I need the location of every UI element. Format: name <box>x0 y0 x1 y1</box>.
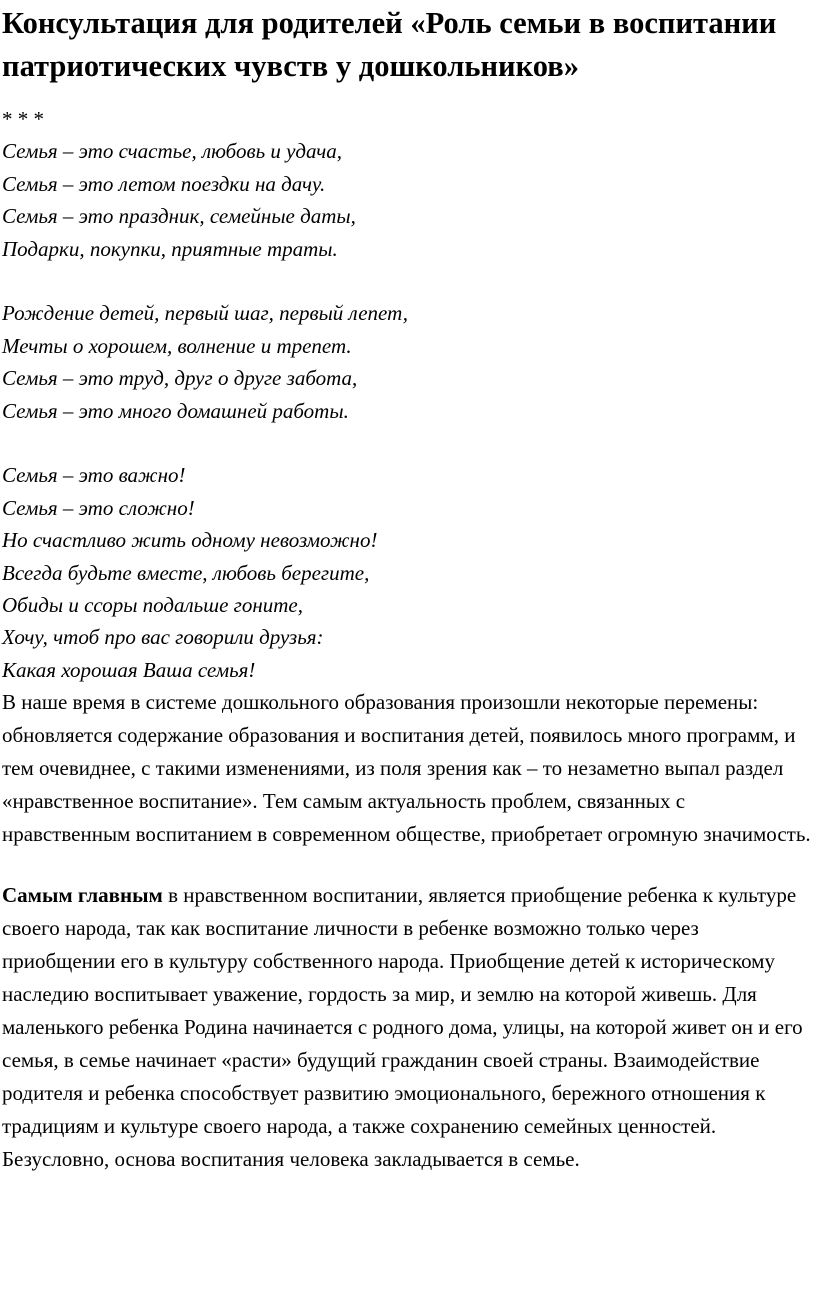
poem <box>2 103 814 686</box>
poem-line: Мечты о хорошем, волнение и трепет. <box>2 333 352 358</box>
poem-line: Обиды и ссоры подальше гоните, <box>2 593 303 618</box>
poem-marker: * * * <box>2 107 44 131</box>
poem-line: Но счастливо жить одному невозможно! <box>2 528 378 553</box>
poem-line: Всегда будьте вместе, любовь берегите, <box>2 560 370 585</box>
poem-line: Какая хорошая Ваша семья! <box>2 657 256 682</box>
poem-line: Семья – это праздник, семейные даты, <box>2 204 356 229</box>
poem-stanza-2 <box>2 297 814 427</box>
poem-stanza-1 <box>2 135 814 265</box>
paragraph-text: в нравственном воспитании, является приобщение ребенка к культуре своего народа, так как воспитание личности в ребенке возможно только через приобщении его в культуру собственного народа. Приобщение детей к историческому наследию воспитывает уважение, гордость за мир, и землю на которой живешь. Для маленького ребенка Родина начинается с родного дома, улицы, на которой живет он и его семья, в семье начинает «расти» будущий гражданин своей страны. Взаимодействие родителя и ребенка способствует развитию эмоционального, бережного отношения к традициям и культуре своего народа, а также сохранению семейных ценностей. Безусловно, основа воспитания человека закладывается в семье. <box>2 883 803 1172</box>
poem-line: Семья – это летом поездки на дачу. <box>2 171 326 196</box>
poem-line: Рождение детей, первый шаг, первый лепет, <box>2 301 409 326</box>
poem-line: Подарки, покупки, приятные траты. <box>2 236 338 261</box>
poem-line: Семья – это важно! <box>2 463 186 488</box>
page-title: Консультация для родителей «Роль семьи в воспитании патриотических чувств у дошкольников» <box>2 6 777 83</box>
poem-line: Семья – это сложно! <box>2 495 195 520</box>
bold-lead-phrase: Самым главным <box>2 883 163 908</box>
stanza-spacer <box>2 265 814 297</box>
poem-line: Хочу, чтоб про вас говорили друзья: <box>2 625 324 650</box>
paragraph-spacer <box>2 851 814 879</box>
poem-line: Семья – это много домашней работы. <box>2 398 349 423</box>
poem-line: Семья – это счастье, любовь и удача, <box>2 139 343 164</box>
poem-line: Семья – это труд, друг о друге забота, <box>2 366 358 391</box>
body-paragraph-2 <box>2 879 814 1176</box>
poem-stanza-3 <box>2 459 814 686</box>
stanza-spacer <box>2 427 814 459</box>
body-paragraph-1: В наше время в системе дошкольного образования произошли некоторые перемены: обновляется содержание образования и воспитания детей, появилось много программ, и тем очевиднее, с такими изменениями, из поля зрения как – то незаметно выпал раздел «нравственное воспитание». Тем самым актуальность проблем, связанных с нравственным воспитанием в современном обществе, приобретает огромную значимость. <box>2 690 811 847</box>
